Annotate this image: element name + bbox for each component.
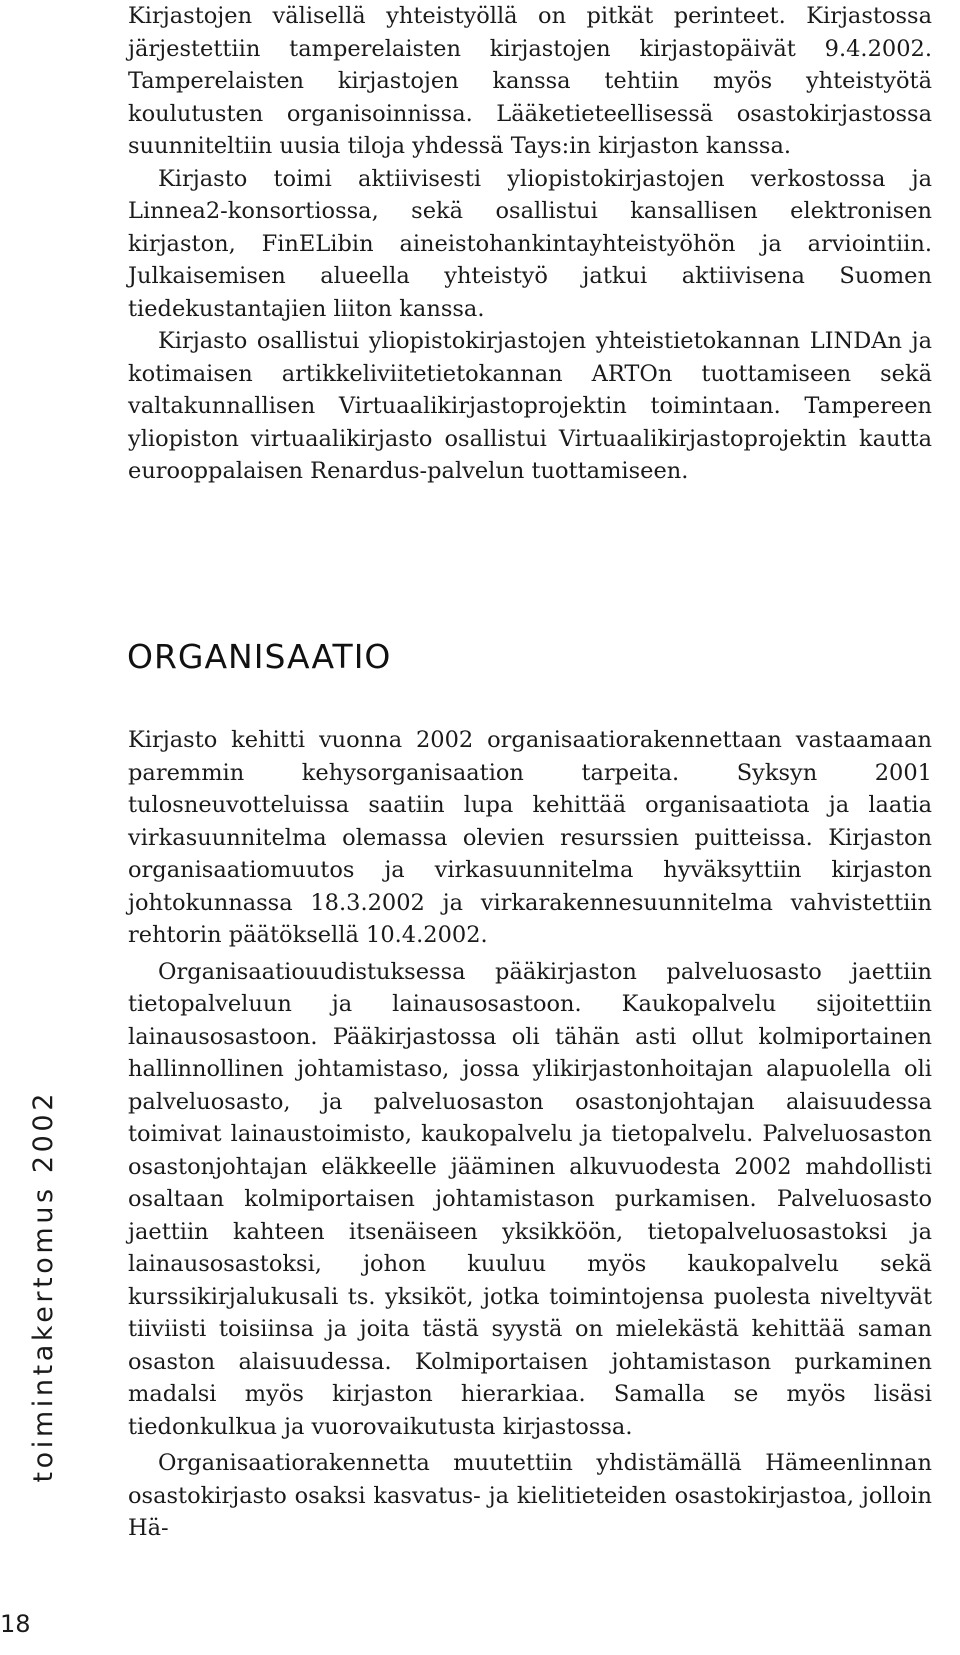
paragraph: Organisaatiouudistuksessa pääkirjaston palveluosasto jaettiin tietopalveluun ja lainausosastoon. Kaukopalvelu sijoitettiin lainausosastoon. Pääkirjastossa oli tähän asti ollut kolmiportainen hallinnollinen johtamistaso, jossa ylikirjastonhoitajan alapuolella oli palveluosasto, ja palveluosaston osastonjohtajan alaisuudessa toimivat lainaustoimisto, kaukopalvelu ja tietopalvelu. Palveluosaston osastonjohtajan eläkkeelle jääminen alkuvuodesta 2002 mahdollisti osaltaan kolmiportaisen johtamistason purkamisen. Palveluosasto jaettiin kahteen itsenäiseen yksikköön, tietopalveluosastoksi ja lainausosastoksi, johon kuuluu myös kaukopalvelu sekä kurssikirjalukusali ts. yksiköt, jotka toimintojensa puolesta niveltyvät tiiviisti toisiinsa ja joita tästä syystä on mielekästä kehittää saman osaston alaisuudessa. Kolmiportaisen johtamistason purkaminen madalsi myös kirjaston hierarkiaa. Samalla se myös lisäsi tiedonkulkua ja vuorovaikutusta kirjastossa. <box>128 958 932 1440</box>
paragraph: Kirjastojen välisellä yhteistyöllä on pitkät perinteet. Kirjastossa järjestettiin tamperelaisten kirjastojen kirjastopäivät 9.4.2002. Tamperelaisten kirjastojen kanssa tehtiin myös yhteistyötä koulutusten organisoinnissa. Lääketieteellisessä osastokirjastossa suunniteltiin uusia tiloja yhdessä Tays:in kirjaston kanssa. <box>128 3 932 159</box>
paragraph: Kirjasto osallistui yliopistokirjastojen yhteistietokannan LINDAn ja kotimaisen artikkeliviitetietokannan ARTOn tuottamiseen sekä valtakunnallisen Virtuaalikirjastoprojektin toimintaan. Tampereen yliopiston virtuaalikirjasto osallistui Virtuaalikirjastoprojektin kautta eurooppalaisen Renardus-palvelun tuottamiseen. <box>128 328 932 484</box>
organisation-text-block <box>128 724 932 1545</box>
paragraph: Kirjasto kehitti vuonna 2002 organisaatiorakennettaan vastaamaan paremmin kehysorganisaation tarpeita. Syksyn 2001 tulosneuvotteluissa saatiin lupa kehittää organisaatiota ja laatia virkasuunnitelma olemassa olevien resurssien puitteissa. Kirjaston organisaatiomuutos ja virkasuunnitelma hyväksyttiin kirjaston johtokunnassa 18.3.2002 ja virkarakennesuunnitelma vahvistettiin rehtorin päätöksellä 10.4.2002. <box>128 727 932 948</box>
running-side-title: toimintakertomus 2002 <box>28 1090 59 1483</box>
intro-text-block <box>128 0 932 488</box>
section-heading: ORGANISAATIO <box>127 637 392 676</box>
page-number: 18 <box>0 1610 31 1638</box>
paragraph: Organisaatiorakennetta muutettiin yhdistämällä Hämeenlinnan osastokirjasto osaksi kasvatus- ja kielitieteiden osastokirjastoa, jolloin Hä- <box>128 1450 932 1541</box>
paragraph: Kirjasto toimi aktiivisesti yliopistokirjastojen verkostossa ja Linnea2-konsortiossa, sekä osallistui kansallisen elektronisen kirjaston, FinELibin aineistohankintayhteistyöhön ja arviointiin. Julkaisemisen alueella yhteistyö jatkui aktiivisena Suomen tiedekustantajien liiton kanssa. <box>128 165 932 322</box>
